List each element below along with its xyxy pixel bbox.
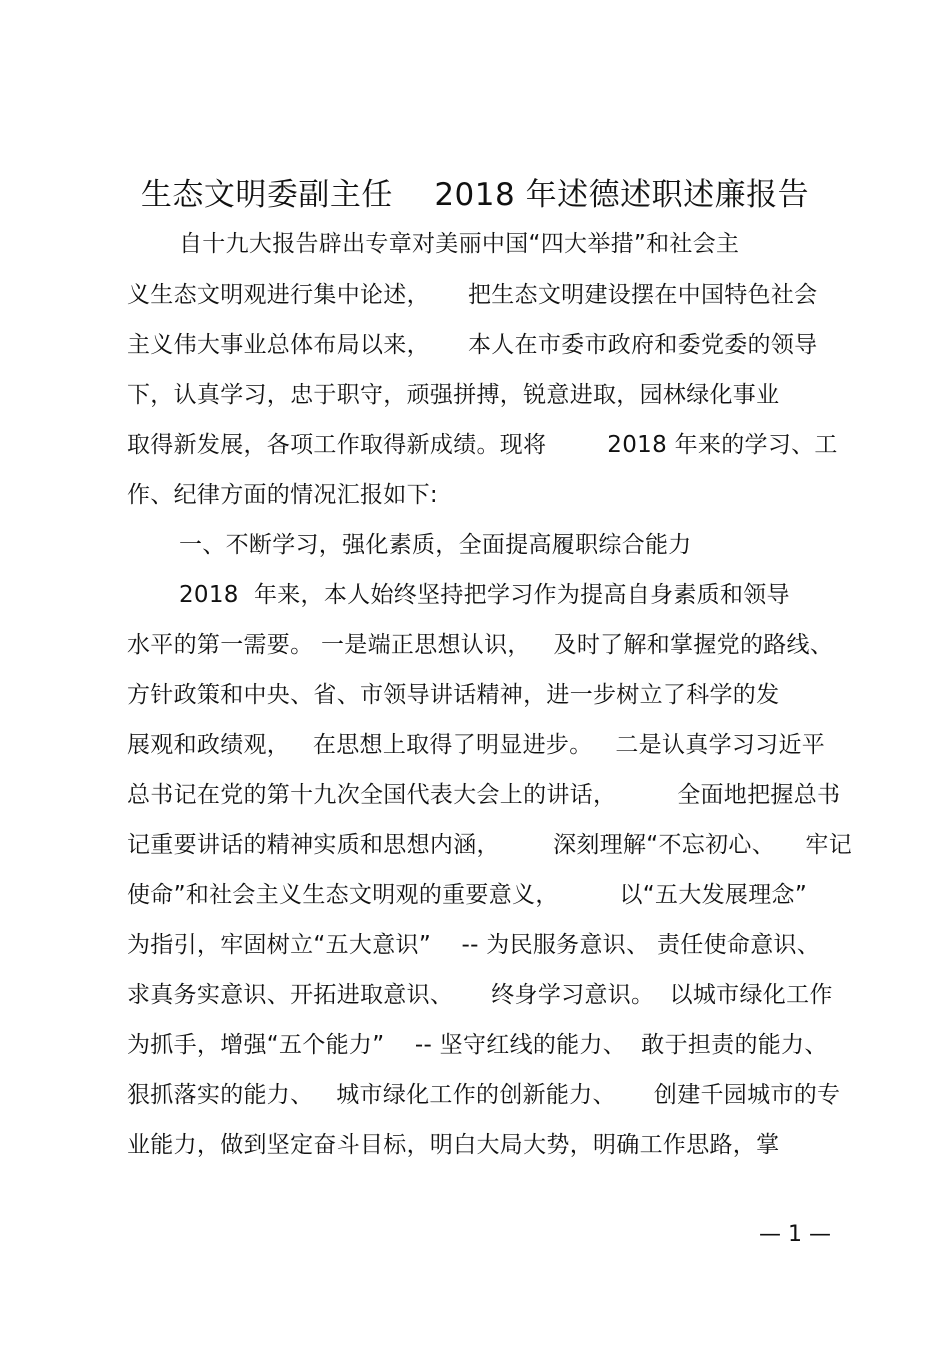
text-line: 作、纪律方面的情况汇报如下: bbox=[127, 482, 438, 508]
text-line: 记重要讲话的精神实质和思想内涵， 深刻理解“不忘初心、 牢记 bbox=[127, 832, 853, 858]
text-line: 自十九大报告辟出专章对美丽中国“四大举措”和社会主 bbox=[179, 231, 740, 257]
text-line: 取得新发展，各项工作取得新成绩。现将 2018 年来的学习、工 bbox=[127, 432, 838, 458]
text-line: 义生态文明观进行集中论述， 把生态文明建设摆在中国特色社会 bbox=[127, 282, 818, 308]
text-line: 为抓手，增强“五个能力” -- 坚守红线的能力、 敢于担责的能力、 bbox=[127, 1032, 828, 1058]
text-line: 展观和政绩观， 在思想上取得了明显进步。 二是认真学习习近平 bbox=[127, 732, 826, 758]
text-line: 2018 年来，本人始终坚持把学习作为提高自身素质和领导 bbox=[179, 582, 790, 608]
text-line: 总书记在党的第十九次全国代表大会上的讲话， 全面地把握总书 bbox=[127, 782, 841, 808]
text-line: 方针政策和中央、省、市领导讲话精神，进一步树立了科学的发 bbox=[127, 682, 780, 708]
text-line: 使命”和社会主义生态文明观的重要意义， 以“五大发展理念” bbox=[127, 882, 808, 908]
text-line: 业能力，做到坚定奋斗目标，明白大局大势，明确工作思路，掌 bbox=[127, 1132, 780, 1158]
page-number: — 1 — bbox=[759, 1222, 831, 1247]
text-line: 狠抓落实的能力、 城市绿化工作的创新能力、 创建千园城市的专 bbox=[127, 1082, 841, 1108]
text-line: 为指引，牢固树立“五大意识” -- 为民服务意识、 责任使命意识、 bbox=[127, 932, 821, 958]
document-title: 生态文明委副主任 2018 年述德述职述廉报告 bbox=[140, 177, 810, 213]
text-line: 下，认真学习，忠于职守，顽强拼搏，锐意进取，园林绿化事业 bbox=[127, 382, 780, 408]
section-heading: 一、不断学习，强化素质，全面提高履职综合能力 bbox=[179, 532, 692, 558]
text-line: 水平的第一需要。 一是端正思想认识， 及时了解和掌握党的路线、 bbox=[127, 632, 834, 658]
text-line: 求真务实意识、开拓进取意识、 终身学习意识。 以城市绿化工作 bbox=[127, 982, 833, 1008]
text-line: 主义伟大事业总体布局以来， 本人在市委市政府和委党委的领导 bbox=[127, 332, 818, 358]
